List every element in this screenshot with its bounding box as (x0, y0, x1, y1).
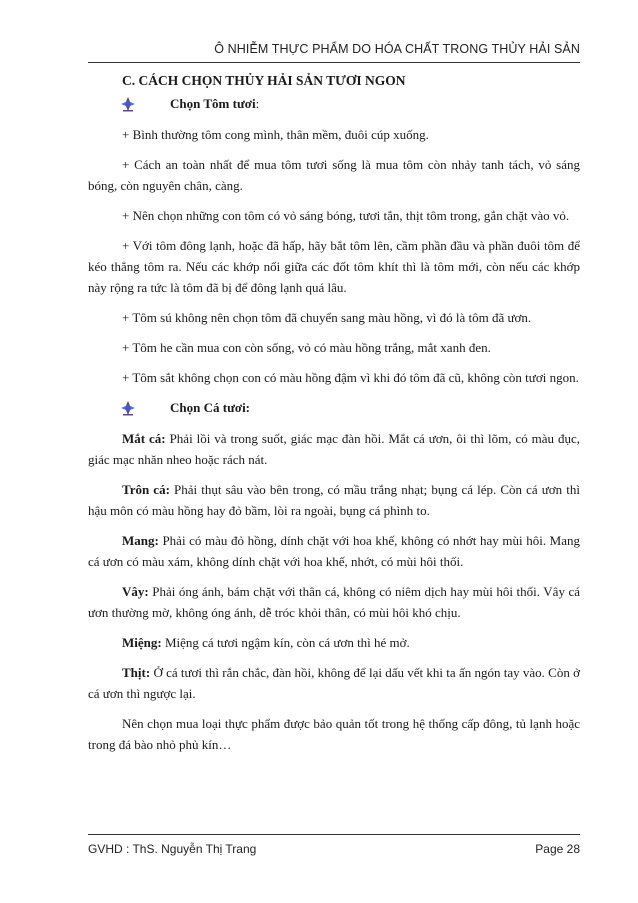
fish-item-text: Phải thụt sâu vào bên trong, có mầu trắng nhạt; bụng cá lép. Còn cá ươn thì hậu môn có màu hồng hay đỏ bầm, lòi ra ngoài, bụng cá phình to. (88, 482, 581, 518)
fish-item-term: Mắt cá: (122, 431, 166, 446)
shrimp-paragraph: + Cách an toàn nhất để mua tôm tươi sống là mua tôm còn nhảy tanh tách, vỏ sáng bóng, còn nguyên chân, càng. (88, 157, 580, 193)
fish-item-term: Trôn cá: (122, 482, 170, 497)
shrimp-heading-label: Chọn Tôm tươi (170, 96, 256, 111)
footer-rule (88, 834, 580, 835)
shrimp-paragraph: + Tôm he cần mua con còn sống, vỏ có màu hồng trắng, mắt xanh đen. (122, 340, 491, 355)
page-number: Page 28 (535, 842, 580, 856)
fish-item-term: Miệng: (122, 635, 162, 650)
fish-item (88, 632, 580, 653)
fish-heading-label: Chọn Cá tươi: (170, 400, 251, 415)
footer-advisor: GVHD : ThS. Nguyễn Thị Trang (88, 842, 257, 856)
fish-item-text: Ở cá tươi thì rắn chắc, đàn hồi, không để lại dấu vết khi ta ấn ngón tay vào. Còn ở cá ươn thì ngược lại. (88, 665, 580, 701)
shrimp-paragraph: + Tôm sú không nên chọn tôm đã chuyển sang màu hồng, vì đó là tôm đã ươn. (122, 310, 532, 325)
shrimp-heading-suffix: : (255, 96, 260, 111)
fish-item-term: Vây: (122, 584, 149, 599)
fish-heading (120, 397, 580, 418)
purple-diamond-bullet-icon (120, 96, 136, 112)
fish-item (88, 428, 580, 470)
fish-item (88, 479, 580, 521)
fish-item (88, 581, 580, 623)
running-header: Ô NHIỄM THỰC PHẨM DO HÓA CHẤT TRONG THỦY HẢI SẢN (214, 42, 580, 56)
closing-paragraph: Nên chọn mua loại thực phẩm được bảo quản tốt trong hệ thống cấp đông, tủ lạnh hoặc trong đá bào nhỏ phủ kín… (88, 716, 580, 752)
shrimp-paragraph: + Tôm sắt không chọn con có màu hồng đậm vì khi đó tôm đã cũ, không còn tươi ngon. (122, 370, 579, 385)
fish-item-text: Phải có màu đỏ hồng, dính chặt với hoa khế, không có nhớt hay mùi hôi. Mang cá ươn có màu xám, không dính chặt với hoa khế, nhớt, có mùi hôi thối. (88, 533, 580, 569)
purple-diamond-bullet-icon (120, 400, 136, 416)
shrimp-paragraph: + Nên chọn những con tôm có vỏ sáng bóng, tươi tắn, thịt tôm trong, gắn chặt vào vỏ. (122, 208, 570, 223)
fish-item-term: Thịt: (122, 665, 151, 680)
shrimp-heading (120, 93, 580, 114)
fish-item-text: Phải lồi và trong suốt, giác mạc đàn hồi. Mắt cá ươn, ôi thì lõm, có màu đục, giác mạc nhăn nheo hoặc rách nát. (88, 431, 580, 467)
shrimp-paragraph: + Với tôm đông lạnh, hoặc đã hấp, hãy bắt tôm lên, cầm phần đầu và phần đuôi tôm để kéo thẳng tôm ra. Nếu các khớp nối giữa các đốt tôm khít thì là tôm mới, còn nếu các khớp này rộng ra tức là tôm đã bị để đông lạnh quá lâu. (88, 238, 580, 295)
fish-item (88, 530, 580, 572)
fish-item (88, 662, 580, 704)
section-title: C. CÁCH CHỌN THỦY HẢI SẢN TƯƠI NGON (122, 73, 406, 88)
fish-item-term: Mang: (122, 533, 159, 548)
header-rule (88, 62, 580, 63)
fish-item-text: Miệng cá tươi ngậm kín, còn cá ươn thì hé mở. (161, 635, 410, 650)
fish-item-text: Phải óng ánh, bám chặt với thân cá, không có niêm dịch hay mùi hôi thối. Vây cá ươn thường mờ, không óng ánh, dễ tróc khỏi thân, có mùi hôi khó chịu. (88, 584, 580, 620)
page-body (88, 70, 580, 764)
shrimp-paragraph: + Bình thường tôm cong mình, thân mềm, đuôi cúp xuống. (122, 127, 429, 142)
